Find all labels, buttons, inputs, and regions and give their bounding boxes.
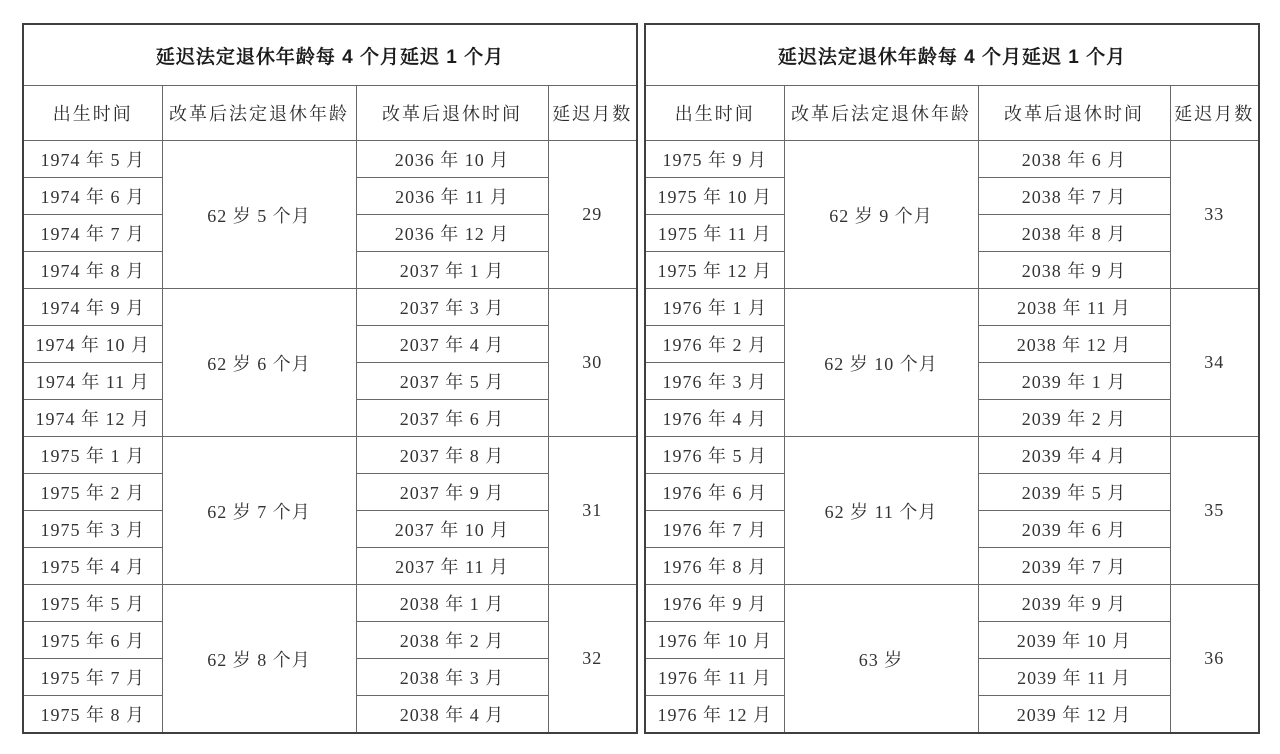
retirement-age-cell: 62 岁 9 个月	[784, 141, 978, 289]
retirement-age-cell: 63 岁	[784, 585, 978, 734]
column-header-1: 改革后法定退休年龄	[784, 86, 978, 141]
birth-month-cell: 1976 年 10 月	[645, 622, 784, 659]
birth-month-cell: 1976 年 11 月	[645, 659, 784, 696]
delay-months-cell: 34	[1170, 289, 1259, 437]
table-title-row	[645, 24, 1259, 86]
retirement-date-cell: 2038 年 4 月	[356, 696, 548, 734]
delay-months-cell: 36	[1170, 585, 1259, 734]
retirement-date-cell: 2039 年 1 月	[978, 363, 1170, 400]
retirement-date-cell: 2037 年 8 月	[356, 437, 548, 474]
birth-month-cell: 1975 年 9 月	[645, 141, 784, 178]
retirement-date-cell: 2036 年 10 月	[356, 141, 548, 178]
birth-month-cell: 1975 年 11 月	[645, 215, 784, 252]
birth-month-cell: 1976 年 4 月	[645, 400, 784, 437]
retirement-date-cell: 2038 年 2 月	[356, 622, 548, 659]
retirement-table-right	[644, 23, 1260, 734]
birth-month-cell: 1974 年 8 月	[23, 252, 162, 289]
retirement-date-cell: 2037 年 6 月	[356, 400, 548, 437]
retirement-date-cell: 2037 年 10 月	[356, 511, 548, 548]
retirement-age-cell: 62 岁 11 个月	[784, 437, 978, 585]
retirement-date-cell: 2039 年 11 月	[978, 659, 1170, 696]
column-header-1: 改革后法定退休年龄	[162, 86, 356, 141]
table-row	[645, 289, 1259, 326]
table-row	[23, 289, 637, 326]
table-row	[23, 141, 637, 178]
retirement-date-cell: 2036 年 12 月	[356, 215, 548, 252]
column-header-row	[23, 86, 637, 141]
birth-month-cell: 1975 年 10 月	[645, 178, 784, 215]
birth-month-cell: 1975 年 7 月	[23, 659, 162, 696]
birth-month-cell: 1976 年 12 月	[645, 696, 784, 734]
retirement-age-cell: 62 岁 10 个月	[784, 289, 978, 437]
retirement-date-cell: 2037 年 4 月	[356, 326, 548, 363]
retirement-date-cell: 2039 年 6 月	[978, 511, 1170, 548]
retirement-date-cell: 2037 年 9 月	[356, 474, 548, 511]
retirement-date-cell: 2038 年 1 月	[356, 585, 548, 622]
table-row	[645, 585, 1259, 622]
table-title-row	[23, 24, 637, 86]
birth-month-cell: 1975 年 1 月	[23, 437, 162, 474]
table-title: 延迟法定退休年龄每 4 个月延迟 1 个月	[645, 24, 1259, 86]
birth-month-cell: 1975 年 12 月	[645, 252, 784, 289]
retirement-date-cell: 2039 年 10 月	[978, 622, 1170, 659]
retirement-date-cell: 2039 年 4 月	[978, 437, 1170, 474]
birth-month-cell: 1975 年 8 月	[23, 696, 162, 734]
birth-month-cell: 1974 年 9 月	[23, 289, 162, 326]
retirement-age-cell: 62 岁 8 个月	[162, 585, 356, 734]
birth-month-cell: 1974 年 12 月	[23, 400, 162, 437]
retirement-date-cell: 2038 年 3 月	[356, 659, 548, 696]
retirement-date-cell: 2038 年 6 月	[978, 141, 1170, 178]
column-header-row	[645, 86, 1259, 141]
retirement-date-cell: 2037 年 11 月	[356, 548, 548, 585]
retirement-date-cell: 2038 年 12 月	[978, 326, 1170, 363]
retirement-date-cell: 2039 年 9 月	[978, 585, 1170, 622]
delay-months-cell: 32	[548, 585, 637, 734]
column-header-2: 改革后退休时间	[356, 86, 548, 141]
delay-months-cell: 33	[1170, 141, 1259, 289]
retirement-date-cell: 2038 年 7 月	[978, 178, 1170, 215]
table-row	[23, 585, 637, 622]
table-row	[645, 437, 1259, 474]
table-title: 延迟法定退休年龄每 4 个月延迟 1 个月	[23, 24, 637, 86]
column-header-2: 改革后退休时间	[978, 86, 1170, 141]
birth-month-cell: 1976 年 3 月	[645, 363, 784, 400]
birth-month-cell: 1975 年 4 月	[23, 548, 162, 585]
birth-month-cell: 1975 年 3 月	[23, 511, 162, 548]
birth-month-cell: 1976 年 5 月	[645, 437, 784, 474]
birth-month-cell: 1976 年 1 月	[645, 289, 784, 326]
table-row	[645, 141, 1259, 178]
retirement-date-cell: 2039 年 12 月	[978, 696, 1170, 734]
retirement-schedule-page	[22, 23, 1260, 734]
delay-months-cell: 35	[1170, 437, 1259, 585]
retirement-date-cell: 2038 年 11 月	[978, 289, 1170, 326]
column-header-3: 延迟月数	[548, 86, 637, 141]
birth-month-cell: 1974 年 5 月	[23, 141, 162, 178]
delay-months-cell: 29	[548, 141, 637, 289]
birth-month-cell: 1975 年 5 月	[23, 585, 162, 622]
table-row	[23, 437, 637, 474]
birth-month-cell: 1976 年 8 月	[645, 548, 784, 585]
birth-month-cell: 1974 年 10 月	[23, 326, 162, 363]
delay-months-cell: 30	[548, 289, 637, 437]
retirement-date-cell: 2037 年 3 月	[356, 289, 548, 326]
birth-month-cell: 1976 年 9 月	[645, 585, 784, 622]
retirement-table-left	[22, 23, 638, 734]
column-header-0: 出生时间	[645, 86, 784, 141]
retirement-date-cell: 2038 年 9 月	[978, 252, 1170, 289]
retirement-date-cell: 2037 年 5 月	[356, 363, 548, 400]
retirement-date-cell: 2037 年 1 月	[356, 252, 548, 289]
birth-month-cell: 1975 年 6 月	[23, 622, 162, 659]
birth-month-cell: 1976 年 7 月	[645, 511, 784, 548]
retirement-age-cell: 62 岁 5 个月	[162, 141, 356, 289]
retirement-date-cell: 2039 年 5 月	[978, 474, 1170, 511]
birth-month-cell: 1976 年 2 月	[645, 326, 784, 363]
retirement-date-cell: 2039 年 2 月	[978, 400, 1170, 437]
retirement-date-cell: 2036 年 11 月	[356, 178, 548, 215]
birth-month-cell: 1975 年 2 月	[23, 474, 162, 511]
birth-month-cell: 1974 年 6 月	[23, 178, 162, 215]
delay-months-cell: 31	[548, 437, 637, 585]
retirement-date-cell: 2039 年 7 月	[978, 548, 1170, 585]
retirement-date-cell: 2038 年 8 月	[978, 215, 1170, 252]
retirement-age-cell: 62 岁 7 个月	[162, 437, 356, 585]
birth-month-cell: 1976 年 6 月	[645, 474, 784, 511]
retirement-age-cell: 62 岁 6 个月	[162, 289, 356, 437]
birth-month-cell: 1974 年 7 月	[23, 215, 162, 252]
column-header-0: 出生时间	[23, 86, 162, 141]
column-header-3: 延迟月数	[1170, 86, 1259, 141]
birth-month-cell: 1974 年 11 月	[23, 363, 162, 400]
